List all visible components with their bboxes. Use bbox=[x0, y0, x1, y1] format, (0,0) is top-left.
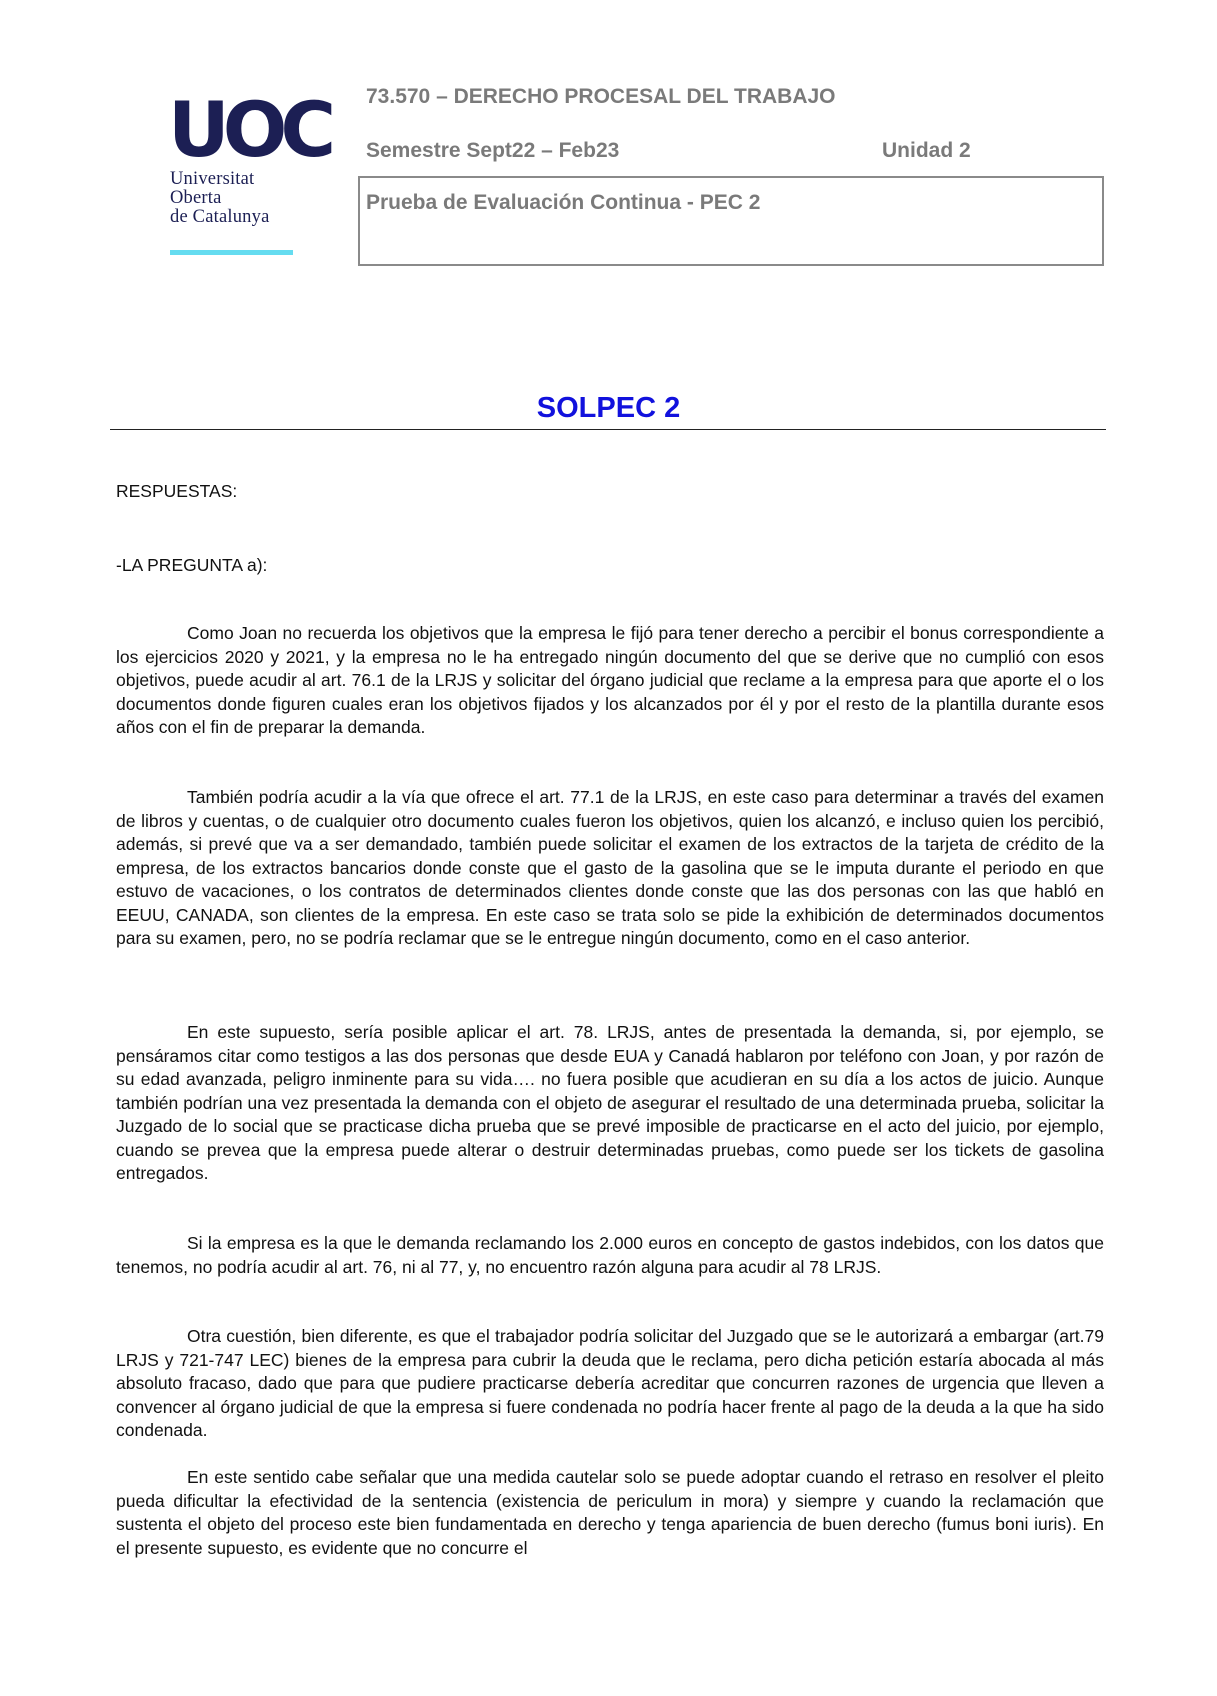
uoc-logo bbox=[168, 85, 330, 227]
answer-paragraph-1: Como Joan no recuerda los objetivos que la empresa le fijó para tener derecho a percibir el bonus correspondiente a los ejercicios 2020 y 2021, y la empresa no le ha entregado ningún documento del que se derive que no cumplió con esos objetivos, puede acudir al art. 76.1 de la LRJS y solicitar del órgano judicial que reclame a la empresa para que aporte el o los documentos donde figuren cuales eran los objetivos fijados y los alcanzados por él y por el resto de la plantilla durante esos años con el fin de preparar la demanda. bbox=[116, 623, 1104, 737]
answer-paragraph-2: También podría acudir a la vía que ofrece el art. 77.1 de la LRJS, en este caso para determinar a través del examen de libros y cuentas, o de cualquier otro documento cuales fueron los objetivos, quien los alcanzó, e incluso quien los percibió, además, si prevé que va a ser demandado, también puede solicitar el examen de los extractos de la tarjeta de crédito de la empresa, de los extractos bancarios donde conste que el gasto de la gasolina que se le imputa durante el periodo en que estuvo de vacaciones, o los contratos de determinados clientes donde conste que las dos personas con las que habló en EEUU, CANADA, son clientes de la empresa. En este caso se trata solo se pide la exhibición de determinados documentos para su examen, pero, no se podría reclamar que se le entregue ningún documento, como en el caso anterior. bbox=[116, 787, 1104, 948]
document-title: SOLPEC 2 bbox=[536, 392, 681, 424]
answer-paragraph-5: Otra cuestión, bien diferente, es que el trabajador podría solicitar del Juzgado que se le autorizará a embargar (art.79 LRJS y 721-747 LEC) bienes de la empresa para cubrir la deuda que le reclama, pero dicha petición estaría abocada al más absoluto fracaso, dado que para que pudiere practicarse debería acreditar que concurren razones de urgencia que lleven a convencer al órgano judicial de que la empresa si fuere condenada no podría hacer frente al pago de la deuda a la que ha sido condenada. bbox=[116, 1326, 1104, 1440]
unit-label: Unidad 2 bbox=[882, 139, 971, 162]
title-divider bbox=[110, 429, 1106, 430]
pec-title: Prueba de Evaluación Continua - PEC 2 bbox=[366, 191, 761, 214]
logo-accent-bar bbox=[170, 250, 293, 255]
logo-line-2: Oberta bbox=[170, 188, 222, 208]
responses-label: RESPUESTAS: bbox=[116, 481, 238, 501]
logo-line-3: de Catalunya bbox=[170, 207, 270, 227]
course-title: 73.570 – DERECHO PROCESAL DEL TRABAJO bbox=[366, 85, 836, 108]
question-label: -LA PREGUNTA a): bbox=[116, 555, 268, 575]
logo-line-1: Universitat bbox=[170, 169, 255, 189]
answer-paragraph-4: Si la empresa es la que le demanda reclamando los 2.000 euros en concepto de gastos indebidos, con los datos que tenemos, no podría acudir al art. 76, ni al 77, y, no encuentro razón alguna para acudir al 78 LRJS. bbox=[116, 1233, 1104, 1277]
answer-paragraph-3: En este supuesto, sería posible aplicar el art. 78. LRJS, antes de presentada la demanda, si, por ejemplo, se pensáramos citar como testigos a las dos personas que desde EUA y Canadá hablaron por teléfono con Joan, y por razón de su edad avanzada, peligro inminente para su vida…. no fuera posible que acudieran en su día a los actos de juicio. Aunque también podrían una vez presentada la demanda con el objeto de asegurar el resultado de una determinada prueba, solicitar la Juzgado de lo social que se practicase dicha prueba que se prevé imposible de practicarse en el acto del juicio, por ejemplo, cuando se prevea que la empresa puede alterar o destruir determinadas pruebas, como puede ser los tickets de gasolina entregados. bbox=[116, 1022, 1104, 1183]
answer-paragraph-6: En este sentido cabe señalar que una medida cautelar solo se puede adoptar cuando el retraso en resolver el pleito pueda dificultar la efectividad de la sentencia (existencia de periculum in mora) y siempre y cuando la reclamación que sustenta el objeto del proceso este bien fundamentada en derecho y tenga apariencia de buen derecho (fumus boni iuris). En el presente supuesto, es evidente que no concurre el bbox=[116, 1467, 1104, 1558]
pec-title-box bbox=[358, 176, 1104, 266]
logo-mark-text: UOC bbox=[168, 85, 330, 174]
uoc-logo-mark bbox=[168, 85, 330, 174]
semester-label: Semestre Sept22 – Feb23 bbox=[366, 139, 620, 162]
